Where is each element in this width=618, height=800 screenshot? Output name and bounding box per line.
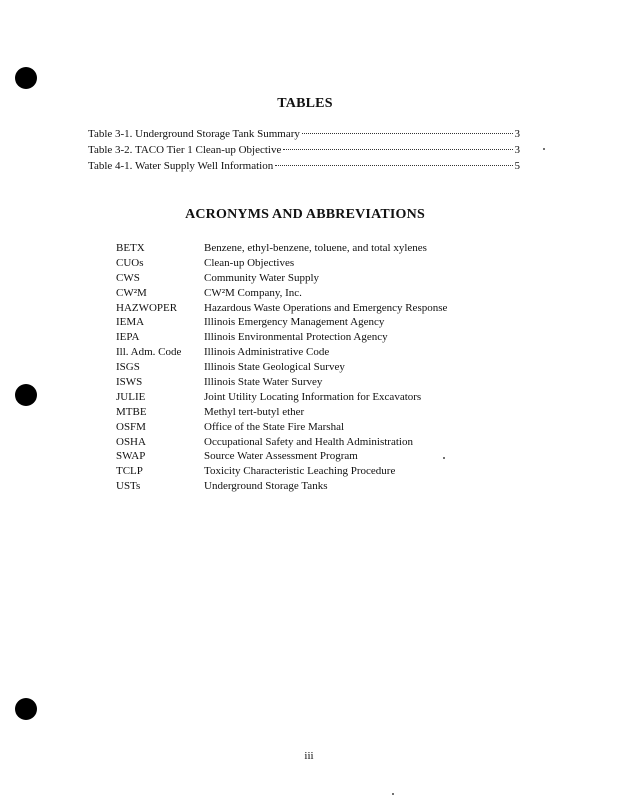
toc-entry-label: Table 3-1. Underground Storage Tank Summary bbox=[88, 128, 300, 140]
leader-dots bbox=[302, 133, 513, 134]
acronym-definition: Illinois State Geological Survey bbox=[204, 361, 345, 374]
acronym-row bbox=[116, 257, 536, 272]
acronym-definition: Illinois Emergency Management Agency bbox=[204, 316, 385, 329]
acronym-row bbox=[116, 436, 536, 451]
page-number: iii bbox=[304, 750, 314, 762]
scan-speck bbox=[392, 793, 394, 795]
toc-entry-label: Table 3-2. TACO Tier 1 Clean-up Objective bbox=[88, 144, 282, 156]
acronym-row bbox=[116, 465, 536, 480]
acronyms-list bbox=[116, 242, 536, 495]
toc-entry-page: 3 bbox=[514, 128, 520, 140]
acronym-definition: Hazardous Waste Operations and Emergency Response bbox=[204, 301, 448, 314]
acronym-row bbox=[116, 331, 536, 346]
acronym-row bbox=[116, 242, 536, 257]
acronym-term: BETX bbox=[116, 242, 145, 254]
acronym-row bbox=[116, 450, 536, 465]
acronym-term: IEMA bbox=[116, 316, 145, 329]
scan-speck bbox=[443, 457, 445, 459]
punch-hole bbox=[15, 384, 37, 406]
acronym-definition: Underground Storage Tanks bbox=[204, 480, 328, 493]
toc-entry-page: 5 bbox=[514, 160, 520, 172]
acronym-row bbox=[116, 346, 536, 361]
acronym-row bbox=[116, 302, 536, 317]
leader-dots bbox=[283, 149, 512, 150]
acronym-row bbox=[116, 272, 536, 287]
scan-speck bbox=[543, 148, 545, 150]
acronym-definition: Office of the State Fire Marshal bbox=[204, 420, 345, 433]
acronym-definition: Clean-up Objectives bbox=[204, 256, 295, 269]
tables-heading: TABLES bbox=[277, 96, 333, 111]
acronym-definition: CW²M Company, Inc. bbox=[204, 286, 302, 299]
toc-entry bbox=[88, 144, 520, 160]
acronym-term: OSFM bbox=[116, 420, 146, 433]
acronym-term: IEPA bbox=[116, 331, 140, 344]
acronym-definition: Toxicity Characteristic Leaching Procedure bbox=[204, 465, 396, 478]
acronym-definition: Community Water Supply bbox=[204, 271, 320, 284]
acronym-term: CW²M bbox=[116, 286, 147, 299]
punch-hole bbox=[15, 698, 37, 720]
acronym-term: USTs bbox=[116, 480, 141, 493]
acronym-row bbox=[116, 421, 536, 436]
acronym-row bbox=[116, 391, 536, 406]
toc-entry bbox=[88, 160, 520, 176]
acronym-term: TCLP bbox=[116, 465, 143, 478]
acronym-definition: Illinois Environmental Protection Agency bbox=[204, 331, 388, 344]
tables-list bbox=[88, 128, 520, 176]
toc-entry bbox=[88, 128, 520, 144]
acronym-row bbox=[116, 316, 536, 331]
acronym-row bbox=[116, 287, 536, 302]
acronym-term: JULIE bbox=[116, 390, 146, 403]
toc-entry-label: Table 4-1. Water Supply Well Information bbox=[88, 160, 274, 172]
acronym-term: OSHA bbox=[116, 435, 146, 448]
acronyms-heading: ACRONYMS AND ABBREVIATIONS bbox=[185, 207, 425, 222]
acronym-term: MTBE bbox=[116, 405, 147, 418]
acronym-definition: Illinois Administrative Code bbox=[204, 346, 330, 359]
acronym-term: HAZWOPER bbox=[116, 301, 178, 314]
acronym-term: CWS bbox=[116, 271, 140, 284]
acronym-term: ISWS bbox=[116, 376, 143, 389]
acronym-row bbox=[116, 376, 536, 391]
acronym-definition: Methyl tert-butyl ether bbox=[204, 405, 305, 418]
acronym-term: ISGS bbox=[116, 361, 140, 374]
toc-entry-page: 3 bbox=[514, 144, 520, 156]
acronym-term: SWAP bbox=[116, 450, 146, 463]
acronym-row bbox=[116, 406, 536, 421]
acronym-row bbox=[116, 361, 536, 376]
acronym-term: Ill. Adm. Code bbox=[116, 346, 182, 359]
acronym-term: CUOs bbox=[116, 256, 144, 269]
punch-hole bbox=[15, 67, 37, 89]
acronym-definition: Illinois State Water Survey bbox=[204, 376, 323, 389]
acronym-definition: Source Water Assessment Program bbox=[204, 450, 358, 463]
acronym-definition: Benzene, ethyl-benzene, toluene, and total xylenes bbox=[204, 242, 427, 254]
acronym-row bbox=[116, 480, 536, 495]
leader-dots bbox=[275, 165, 512, 166]
acronym-definition: Occupational Safety and Health Administration bbox=[204, 435, 413, 448]
acronym-definition: Joint Utility Locating Information for Excavators bbox=[204, 390, 422, 403]
